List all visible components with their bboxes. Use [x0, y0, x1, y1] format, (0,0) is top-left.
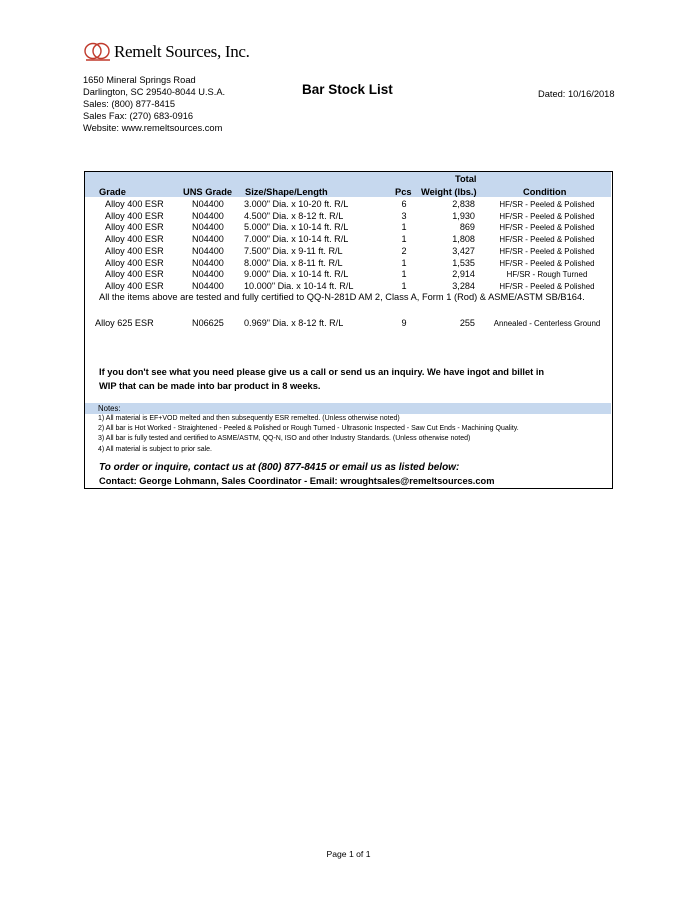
note-item: 1) All material is EF+VOD melted and then subsequently ESR remelted. (Unless otherwise noted) [98, 415, 400, 422]
cell-size: 3.000" Dia. x 10-20 ft. R/L [244, 199, 349, 209]
address-line: 1650 Mineral Springs Road [83, 75, 196, 85]
certification-note: All the items above are tested and fully certified to QQ-N-281D AM 2, Class A, Form 1 (Rod) & ASME/ASTM SB/B164. [99, 292, 585, 302]
cell-size: 10.000" Dia. x 10-14 ft. R/L [244, 280, 354, 291]
notes-label: Notes: [98, 404, 121, 413]
cell-grade: Alloy 400 ESR [105, 210, 164, 221]
cell-uns: N04400 [192, 245, 224, 256]
cell-weight: 1,930 [452, 210, 475, 221]
cell-uns: N06625 [192, 318, 224, 328]
order-instructions: To order or inquire, contact us at (800) 877-8415 or email us as listed below: [99, 462, 460, 473]
header-weight: Weight (lbs.) [421, 187, 477, 197]
cell-pcs: 3 [401, 210, 407, 221]
cell-grade: Alloy 400 ESR [105, 257, 164, 268]
cell-uns: N04400 [192, 257, 224, 268]
cell-size: 7.500" Dia. x 9-11 ft. R/L [244, 245, 343, 256]
cell-condition: HF/SR - Peeled & Polished [499, 281, 595, 291]
table-row [85, 258, 611, 270]
cell-size: 7.000" Dia. x 10-14 ft. R/L [244, 234, 349, 245]
sales-fax: Sales Fax: (270) 683-0916 [83, 110, 194, 121]
table-row [85, 211, 611, 223]
header-grade: Grade [99, 187, 126, 197]
notes-list [98, 414, 519, 455]
cell-uns: N04400 [192, 280, 224, 291]
cell-pcs: 1 [401, 234, 407, 245]
header-condition: Condition [523, 187, 567, 197]
cell-pcs: 9 [401, 318, 407, 328]
cell-weight: 3,427 [452, 245, 475, 256]
address-line: Darlington, SC 29540-8044 U.S.A. [83, 86, 226, 97]
table-row [85, 199, 611, 211]
cell-pcs: 1 [401, 269, 407, 280]
cell-condition: HF/SR - Peeled & Polished [499, 235, 595, 245]
website: Website: www.remeltsources.com [83, 122, 223, 133]
cell-condition: HF/SR - Peeled & Polished [499, 211, 595, 221]
sales-phone: Sales: (800) 877-8415 [83, 98, 175, 109]
cell-uns: N04400 [192, 234, 224, 245]
cell-weight: 3,284 [452, 280, 475, 291]
cell-condition: HF/SR - Rough Turned [506, 270, 588, 280]
table-row [85, 234, 611, 246]
cell-grade: Alloy 400 ESR [105, 199, 164, 209]
inquiry-line: WIP that can be made into bar product in 8 weeks. [99, 380, 321, 391]
table-row [85, 246, 611, 258]
cell-condition: Annealed - Centerless Ground [493, 319, 601, 328]
cell-weight: 2,914 [452, 269, 475, 280]
table-row [85, 281, 611, 293]
inquiry-message [99, 366, 544, 393]
cell-size: 0.969" Dia. x 8-12 ft. R/L [244, 318, 344, 328]
cell-grade: Alloy 400 ESR [105, 234, 164, 245]
date-label: Dated: 10/16/2018 [538, 89, 615, 99]
table-row [85, 269, 611, 281]
cell-grade: Alloy 400 ESR [105, 269, 164, 280]
cell-weight: 1,808 [452, 234, 475, 245]
cell-pcs: 2 [401, 245, 407, 256]
cell-uns: N04400 [192, 222, 224, 233]
cell-grade: Alloy 625 ESR [95, 318, 154, 328]
cell-pcs: 6 [401, 199, 407, 209]
note-item: 2) All bar is Hot Worked - Straightened - Peeled & Polished or Rough Turned - Ultrasonic Inspected - Saw Cut Ends - Machining Quality. [98, 425, 519, 433]
cell-uns: N04400 [192, 269, 224, 280]
cell-pcs: 1 [401, 222, 407, 233]
cell-size: 5.000" Dia. x 10-14 ft. R/L [244, 222, 349, 233]
contact-line: Contact: George Lohmann, Sales Coordinator - Email: wroughtsales@remeltsources.com [99, 476, 495, 486]
cell-size: 4.500" Dia. x 8-12 ft. R/L [244, 210, 344, 221]
company-name: Remelt Sources, Inc. [114, 42, 250, 61]
table-row [85, 222, 611, 234]
cell-weight: 1,535 [452, 257, 475, 268]
inquiry-line: If you don't see what you need please give us a call or send us an inquiry. We have ingot and billet in [99, 367, 545, 377]
cell-condition: HF/SR - Peeled & Polished [499, 200, 595, 209]
cell-condition: HF/SR - Peeled & Polished [499, 246, 595, 256]
cell-grade: Alloy 400 ESR [105, 245, 164, 256]
cell-uns: N04400 [192, 199, 224, 209]
cell-uns: N04400 [192, 210, 224, 221]
page-title: Bar Stock List [302, 82, 393, 97]
cell-condition: HF/SR - Peeled & Polished [499, 223, 595, 233]
cell-pcs: 1 [401, 280, 407, 291]
page-number: Page 1 of 1 [326, 849, 371, 859]
notes-band [85, 403, 611, 414]
cell-grade: Alloy 400 ESR [105, 222, 164, 233]
note-item: 4) All material is subject to prior sale. [98, 445, 212, 453]
cell-weight: 2,838 [452, 199, 475, 209]
cell-weight: 869 [459, 222, 475, 233]
header-total: Total [455, 174, 477, 184]
cell-grade: Alloy 400 ESR [105, 280, 164, 291]
header-pcs: Pcs [395, 187, 412, 197]
cell-size: 8.000" Dia. x 8-11 ft. R/L [244, 257, 343, 268]
header-size: Size/Shape/Length [245, 187, 328, 197]
company-logo [84, 42, 250, 62]
cell-weight: 255 [459, 318, 475, 328]
cell-size: 9.000" Dia. x 10-14 ft. R/L [244, 269, 349, 280]
cell-pcs: 1 [401, 257, 407, 268]
remelt-logo-icon [84, 42, 112, 62]
company-address [83, 75, 225, 135]
table-row-alloy-625 [85, 318, 611, 330]
cell-condition: HF/SR - Peeled & Polished [499, 258, 595, 268]
header-uns-grade: UNS Grade [183, 187, 233, 197]
note-item: 3) All bar is fully tested and certified to ASME/ASTM, QQ-N, ISO and other Industry Standards. (Unless otherwise noted) [98, 435, 471, 443]
